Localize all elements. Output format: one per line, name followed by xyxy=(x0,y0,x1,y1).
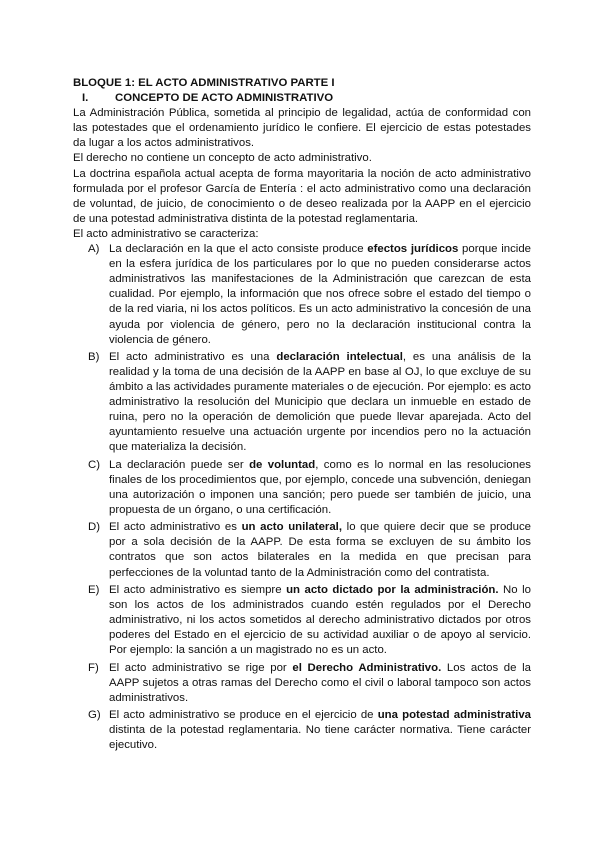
document-title: BLOQUE 1: EL ACTO ADMINISTRATIVO PARTE I xyxy=(73,77,335,89)
paragraph-doctrine: La doctrina española actual acepta de forma mayoritaria la noción de acto administrativo formulada por el profesor García de Entería : el acto administrativo como una declaración de voluntad, de juicio, de conocimiento o de deseo realizada por la AAPP en el ejercicio de una potestad administrativa distinta de la potestad reglamentaria. xyxy=(73,167,531,225)
list-marker: B) xyxy=(88,350,100,363)
paragraph-no-concept: El derecho no contiene un concepto de acto administrativo. xyxy=(73,152,372,165)
emphasis-text: un acto unilateral, xyxy=(241,521,343,534)
emphasis-text: el Derecho Administrativo. xyxy=(292,661,442,674)
list-marker: A) xyxy=(88,243,100,256)
list-item: D) El acto administrativo es un acto unilateral, lo que quiere decir que se produce por a sola decisión de la AAPP. De esta forma se excluyen de su ámbito los contratos que son actos bilaterales en la medida en que precisan para perfecciones de la voluntad tanto de la Administración como del contratista. xyxy=(88,521,531,579)
emphasis-text: efectos jurídicos xyxy=(367,243,459,256)
list-item: C) La declaración puede ser de voluntad, como es lo normal en las resoluciones finales de los procedimientos que, por ejemplo, concede una subvención, deniegan una autorización o imponen una sanción; pero puede ser también de juicio, una propuesta de un órgano, o una certificación. xyxy=(88,458,531,516)
list-item: E) El acto administrativo es siempre un acto dictado por la administración. No lo son los actos de los administrados cuando estén regulados por el Derecho administrativo, ni los actos sometidos al derecho administrativo dictados por otros poderes del Estado en el ejercicio de su actividad auxiliar o de apoyo al servicio. Por ejemplo: la sanción a un magistrado no es un acto. xyxy=(88,583,531,657)
list-item: G) El acto administrativo se produce en el ejercicio de una potestad administrativa distinta de la potestad reglamentaria. No tiene carácter normativa. Tiene carácter ejecutivo. xyxy=(88,708,532,752)
list-marker: F) xyxy=(88,661,99,674)
section-title: CONCEPTO DE ACTO ADMINISTRATIVO xyxy=(115,92,334,105)
list-item: B) El acto administrativo es una declaración intelectual, es una análisis de la realidad y la toma de una decisión de la AAPP en base al OJ, lo que excluye de su ámbito a las actividades puramente materiales o de ejecución. Por ejemplo: es acto administrativo la resolución del Municipio que declara un inmueble en estado de ruina, pero no la operación de demolición que puede llevar aparejada. Acto del ayuntamiento resuelve una actuación urgente por incendios pero no la actuación que materializa la decisión. xyxy=(88,350,532,454)
list-item: A) La declaración en la que el acto consiste produce efectos jurídicos porque incide en la esfera jurídica de los particulares por lo que no pueden considerarse actos administrativos las manifestaciones de la Administración que carezcan de esta cualidad. Por ejemplo, la información que nos ofrece sobre el estado del tiempo o de la red viaria, ni los actos políticos. Es un acto administrativo la concesión de una ayuda por violencia de género, pero no la declaración institucional contra la violencia de género. xyxy=(88,243,531,346)
list-marker: G) xyxy=(88,708,101,721)
paragraph-characteristics: El acto administrativo se caracteriza: xyxy=(73,227,259,240)
characteristics-list xyxy=(73,242,531,753)
section-number: I. xyxy=(82,92,89,105)
document-page xyxy=(73,76,531,755)
emphasis-text: una potestad administrativa xyxy=(377,708,532,721)
section-heading xyxy=(73,91,531,106)
list-item: F) El acto administrativo se rige por el Derecho Administrativo. Los actos de la AAPP sujetos a otras ramas del Derecho como el civil o laboral tampoco son actos administrativos. xyxy=(88,661,531,704)
list-marker: D) xyxy=(88,521,101,534)
list-marker: C) xyxy=(88,458,101,471)
emphasis-text: declaración intelectual xyxy=(276,350,403,363)
list-marker: E) xyxy=(88,583,100,596)
emphasis-text: un acto dictado por la administración. xyxy=(286,583,499,596)
emphasis-text: de voluntad xyxy=(249,458,316,471)
paragraph-intro: La Administración Pública, sometida al principio de legalidad, actúa de conformidad con las potestades que el ordenamiento jurídico le confiere. El ejercicio de estas potestades da lugar a los actos administrativos. xyxy=(73,107,531,150)
